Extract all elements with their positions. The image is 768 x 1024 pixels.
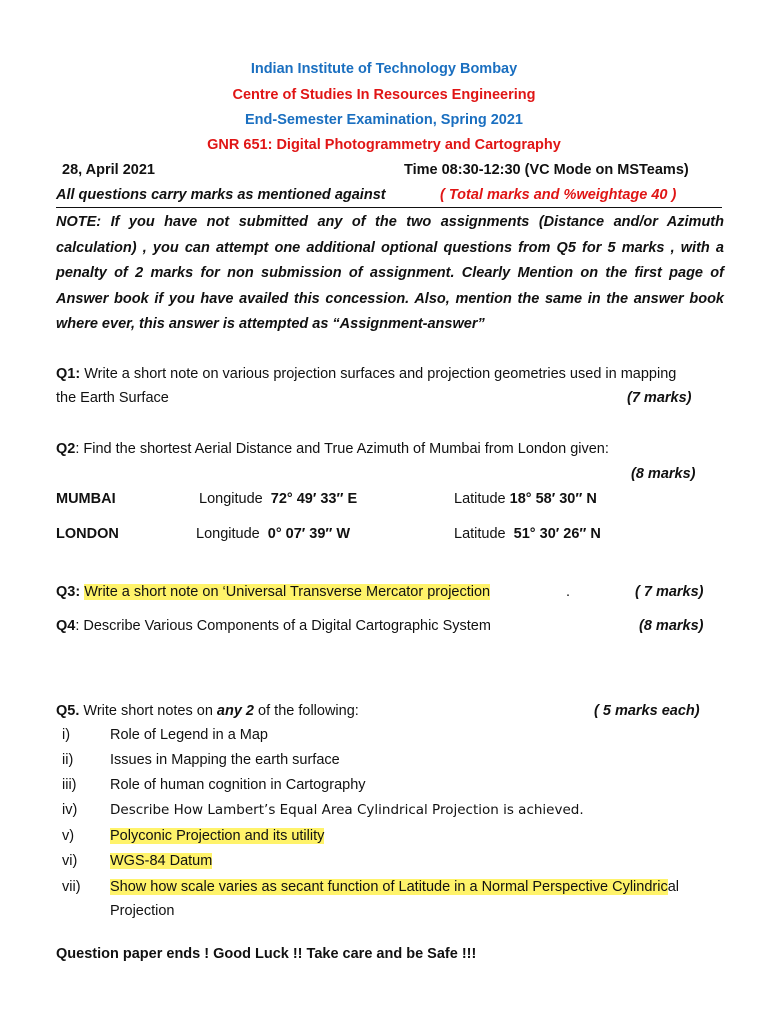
item-text bbox=[110, 853, 212, 869]
footer-text: Question paper ends ! Good Luck !! Take care and be Safe !!! bbox=[56, 946, 477, 962]
city-latitude bbox=[454, 526, 601, 542]
q5-text-emph: any 2 bbox=[216, 703, 255, 719]
course-title: GNR 651: Digital Photogrammetry and Cartography bbox=[207, 137, 561, 153]
q1-marks: (7 marks) bbox=[627, 390, 692, 406]
centre-name: Centre of Studies In Resources Engineering bbox=[232, 87, 536, 103]
item-text bbox=[110, 828, 324, 844]
item-number: ii) bbox=[62, 752, 74, 768]
item-text: Role of Legend in a Map bbox=[110, 727, 268, 743]
q5-text-pre: Write short notes on bbox=[79, 703, 217, 719]
latitude-value: 51° 30′ 26″ N bbox=[513, 526, 601, 542]
q4-label: Q4 bbox=[56, 618, 76, 634]
city-longitude bbox=[196, 526, 350, 542]
note-paragraph: NOTE: If you have not submitted any of the two assignments (Distance and/or Azimuth calculation) , you can attempt one additional optional questions from Q5 for 5 marks , with a penalty of 2 marks for non submission of assignment. Clearly Mention on the first page of Answer book if you have availed this concession. Also, mention the same in the answer book where ever, this answer is attempted as “Assignment-answer” bbox=[56, 214, 724, 333]
institute-name: Indian Institute of Technology Bombay bbox=[250, 61, 518, 77]
item-text-highlighted: Polyconic Projection and its utility bbox=[110, 828, 325, 844]
q1-label: Q1: bbox=[56, 366, 81, 382]
latitude-label: Latitude bbox=[454, 491, 506, 507]
item-text bbox=[110, 879, 679, 895]
q3-dot: . bbox=[566, 584, 571, 600]
q5-label: Q5. bbox=[56, 703, 80, 719]
item-text-line2: Projection bbox=[110, 903, 175, 919]
q2 bbox=[56, 441, 609, 457]
q1-text-line2: the Earth Surface bbox=[56, 390, 169, 406]
item-number: i) bbox=[62, 727, 71, 743]
item-number: v) bbox=[62, 828, 75, 844]
q3 bbox=[56, 584, 490, 600]
q3-label: Q3: bbox=[56, 584, 81, 600]
item-number: vi) bbox=[62, 853, 78, 869]
exam-title: End-Semester Examination, Spring 2021 bbox=[244, 112, 523, 128]
q2-label: Q2 bbox=[56, 441, 76, 457]
longitude-value: 0° 07′ 39″ W bbox=[267, 526, 351, 542]
item-text: Role of human cognition in Cartography bbox=[110, 777, 366, 793]
q4 bbox=[56, 618, 491, 634]
item-number: iv) bbox=[62, 802, 78, 818]
city-name: MUMBAI bbox=[56, 491, 116, 507]
q2-marks: (8 marks) bbox=[631, 466, 696, 482]
q3-marks: ( 7 marks) bbox=[635, 584, 704, 600]
longitude-label: Longitude bbox=[196, 526, 260, 542]
q1 bbox=[56, 366, 676, 382]
latitude-label: Latitude bbox=[454, 526, 506, 542]
q2-text: : Find the shortest Aerial Distance and True Azimuth of Mumbai from London given: bbox=[75, 441, 609, 457]
item-text: Issues in Mapping the earth surface bbox=[110, 752, 340, 768]
q5-marks: ( 5 marks each) bbox=[594, 703, 700, 719]
city-latitude bbox=[454, 491, 597, 507]
q5 bbox=[56, 703, 359, 719]
divider bbox=[56, 207, 722, 208]
item-text: Describe How Lambert’s Equal Area Cylindrical Projection is achieved. bbox=[110, 802, 584, 818]
q5-text-post: of the following: bbox=[254, 703, 359, 719]
longitude-value: 72° 49′ 33″ E bbox=[270, 491, 358, 507]
latitude-value: 18° 58′ 30″ N bbox=[509, 491, 597, 507]
exam-date: 28, April 2021 bbox=[62, 162, 155, 178]
item-number: iii) bbox=[62, 777, 77, 793]
q4-marks: (8 marks) bbox=[639, 618, 704, 634]
total-marks: ( Total marks and %weightage 40 ) bbox=[440, 187, 677, 203]
longitude-label: Longitude bbox=[199, 491, 263, 507]
q1-text-line1: Write a short note on various projection surfaces and projection geometries used in mapping bbox=[80, 366, 677, 382]
exam-time: Time 08:30-12:30 (VC Mode on MSTeams) bbox=[404, 162, 689, 178]
city-longitude bbox=[199, 491, 357, 507]
item-text-highlighted: Show how scale varies as secant function of Latitude in a Normal Perspective Cylindric bbox=[110, 879, 668, 895]
q3-text: Write a short note on ‘Universal Transverse Mercator projection bbox=[84, 584, 491, 600]
city-name: LONDON bbox=[56, 526, 119, 542]
marks-note: All questions carry marks as mentioned against bbox=[56, 187, 386, 203]
item-text-highlighted: WGS-84 Datum bbox=[110, 853, 213, 869]
q4-text: : Describe Various Components of a Digital Cartographic System bbox=[75, 618, 491, 634]
item-text-rest: al bbox=[667, 879, 680, 895]
item-number: vii) bbox=[62, 879, 81, 895]
